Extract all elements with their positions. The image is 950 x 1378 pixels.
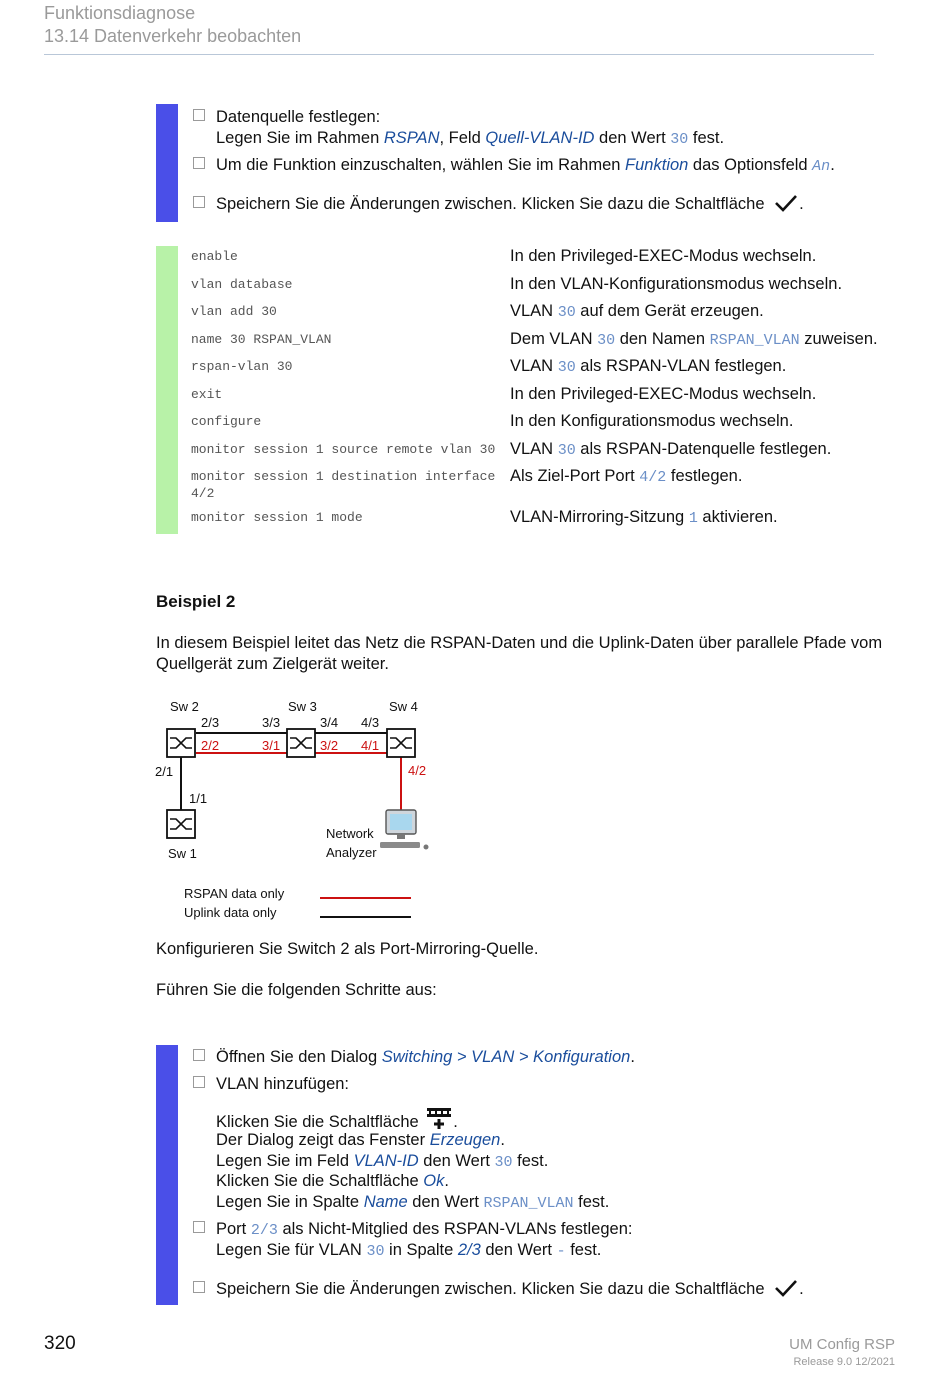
checkbox[interactable] — [193, 109, 205, 121]
step-open-dialog: Öffnen Sie den Dialog Switching > VLAN > Konfiguration. — [193, 1047, 635, 1068]
port-2-1: 2/1 — [155, 764, 174, 779]
step-vlan-add-l1: Klicken Sie die Schaltfläche . — [193, 1106, 458, 1133]
cli-command: monitor session 1 destination interface 4/2 — [191, 469, 496, 501]
checkmark-icon — [773, 193, 799, 213]
checkbox[interactable] — [193, 157, 205, 169]
add-vlan-icon[interactable] — [425, 1106, 453, 1130]
label-sw2: Sw 2 — [170, 699, 199, 714]
switch-icon — [287, 729, 315, 757]
cli-description: In den Privileged-EXEC-Modus wechseln. — [510, 247, 817, 265]
legend-rspan-label: RSPAN data only — [184, 886, 285, 901]
port-4-1: 4/1 — [361, 738, 380, 753]
instruction-bar — [156, 104, 178, 222]
port-2-2: 2/2 — [201, 738, 220, 753]
port-4-2: 4/2 — [408, 763, 427, 778]
port-4-3: 4/3 — [361, 715, 380, 730]
cli-command: monitor session 1 source remote vlan 30 — [191, 442, 496, 457]
cli-command: name 30 RSPAN_VLAN — [191, 332, 332, 347]
cli-command: enable — [191, 249, 238, 264]
legend-uplink-label: Uplink data only — [184, 905, 277, 920]
port-3-2: 3/2 — [320, 738, 339, 753]
page-number: 320 — [44, 1333, 76, 1354]
cli-description: VLAN 30 auf dem Gerät erzeugen. — [510, 302, 764, 321]
cli-description: In den VLAN-Konfigurationsmodus wechseln. — [510, 275, 843, 293]
port-1-1: 1/1 — [189, 791, 208, 806]
step-vlan-add-l2: Der Dialog zeigt das Fenster Erzeugen. — [216, 1131, 505, 1149]
cli-description: VLAN-Mirroring-Sitzung 1 aktivieren. — [510, 508, 778, 527]
port-3-3: 3/3 — [262, 715, 281, 730]
step-vlan-add-l5: Legen Sie in Spalte Name den Wert RSPAN_VLAN fest. — [216, 1193, 610, 1212]
example-intro: In diesem Beispiel leitet das Netz die RSPAN-Daten und die Uplink-Daten über parallele Pfade vom Quellgerät zum Zielgerät weiter. — [156, 634, 883, 673]
chapter-title: Funktionsdiagnose — [44, 3, 196, 23]
label-sw1: Sw 1 — [168, 846, 197, 861]
section-title: 13.14 Datenverkehr beobachten — [44, 26, 302, 46]
label-sw4: Sw 4 — [389, 699, 418, 714]
cli-command: rspan-vlan 30 — [191, 359, 293, 374]
cli-command: exit — [191, 387, 223, 402]
checkbox[interactable] — [193, 196, 205, 208]
checkmark-icon[interactable] — [773, 1278, 799, 1298]
step-vlan-add-l4: Klicken Sie die Schaltfläche Ok. — [216, 1172, 449, 1190]
cli-description: Dem VLAN 30 den Namen RSPAN_VLAN zuweisen. — [510, 330, 878, 349]
document-title: UM Config RSP — [789, 1336, 895, 1353]
cli-description: VLAN 30 als RSPAN-VLAN festlegen. — [510, 357, 787, 376]
cli-description: In den Konfigurationsmodus wechseln. — [510, 412, 794, 430]
step-port-nonmember: Port 2/3 als Nicht-Mitglied des RSPAN-VLANs festlegen: — [193, 1219, 632, 1241]
step-speichern-2: Speichern Sie die Änderungen zwischen. Klicken Sie dazu die Schaltfläche . — [193, 1278, 804, 1300]
computer-icon — [380, 810, 429, 850]
cli-description: VLAN 30 als RSPAN-Datenquelle festlegen. — [510, 440, 832, 459]
port-3-1: 3/1 — [262, 738, 281, 753]
label-sw3: Sw 3 — [288, 699, 317, 714]
cli-command: vlan database — [191, 277, 293, 292]
cli-command: configure — [191, 414, 262, 429]
release-info: Release 9.0 12/2021 — [793, 1356, 895, 1368]
checkbox[interactable] — [193, 1076, 205, 1088]
config-source-text: Konfigurieren Sie Switch 2 als Port-Mirroring-Quelle. — [156, 940, 539, 958]
step-port-nonmember-detail: Legen Sie für VLAN 30 in Spalte 2/3 den Wert - fest. — [216, 1241, 602, 1260]
cli-description: In den Privileged-EXEC-Modus wechseln. — [510, 385, 817, 403]
step-vlan-add-l3: Legen Sie im Feld VLAN-ID den Wert 30 fest. — [216, 1152, 549, 1171]
menu-path-link[interactable]: Switching > VLAN > Konfiguration — [381, 1048, 631, 1066]
cli-description: Als Ziel-Port Port 4/2 festlegen. — [510, 467, 743, 486]
step-speichern: Speichern Sie die Änderungen zwischen. Klicken Sie dazu die Schaltfläche . — [193, 193, 804, 215]
cli-command: vlan add 30 — [191, 304, 277, 319]
port-3-4: 3/4 — [320, 715, 339, 730]
switch-icon — [167, 810, 195, 838]
instruction-bar — [156, 1045, 178, 1305]
step-datenquelle-detail: Legen Sie im Rahmen RSPAN, Feld Quell-VLAN-ID den Wert 30 fest. — [216, 129, 725, 148]
analyzer-label-1: Network — [326, 826, 374, 841]
step-datenquelle: Datenquelle festlegen: — [193, 107, 380, 128]
cli-command: monitor session 1 mode — [191, 510, 363, 525]
steps-intro: Führen Sie die folgenden Schritte aus: — [156, 981, 437, 999]
switch-icon — [167, 729, 195, 757]
switch-icon — [387, 729, 415, 757]
example-heading: Beispiel 2 — [156, 592, 236, 611]
checkbox[interactable] — [193, 1281, 205, 1293]
analyzer-label-2: Analyzer — [326, 845, 377, 860]
cli-bar — [156, 246, 178, 534]
port-2-3: 2/3 — [201, 715, 220, 730]
header-divider — [44, 54, 874, 55]
checkbox[interactable] — [193, 1049, 205, 1061]
checkbox[interactable] — [193, 1221, 205, 1233]
step-funktion: Um die Funktion einzuschalten, wählen Sie im Rahmen Funktion das Optionsfeld An. — [193, 155, 835, 177]
network-diagram — [150, 690, 450, 930]
step-vlan-add: VLAN hinzufügen: — [193, 1074, 349, 1095]
